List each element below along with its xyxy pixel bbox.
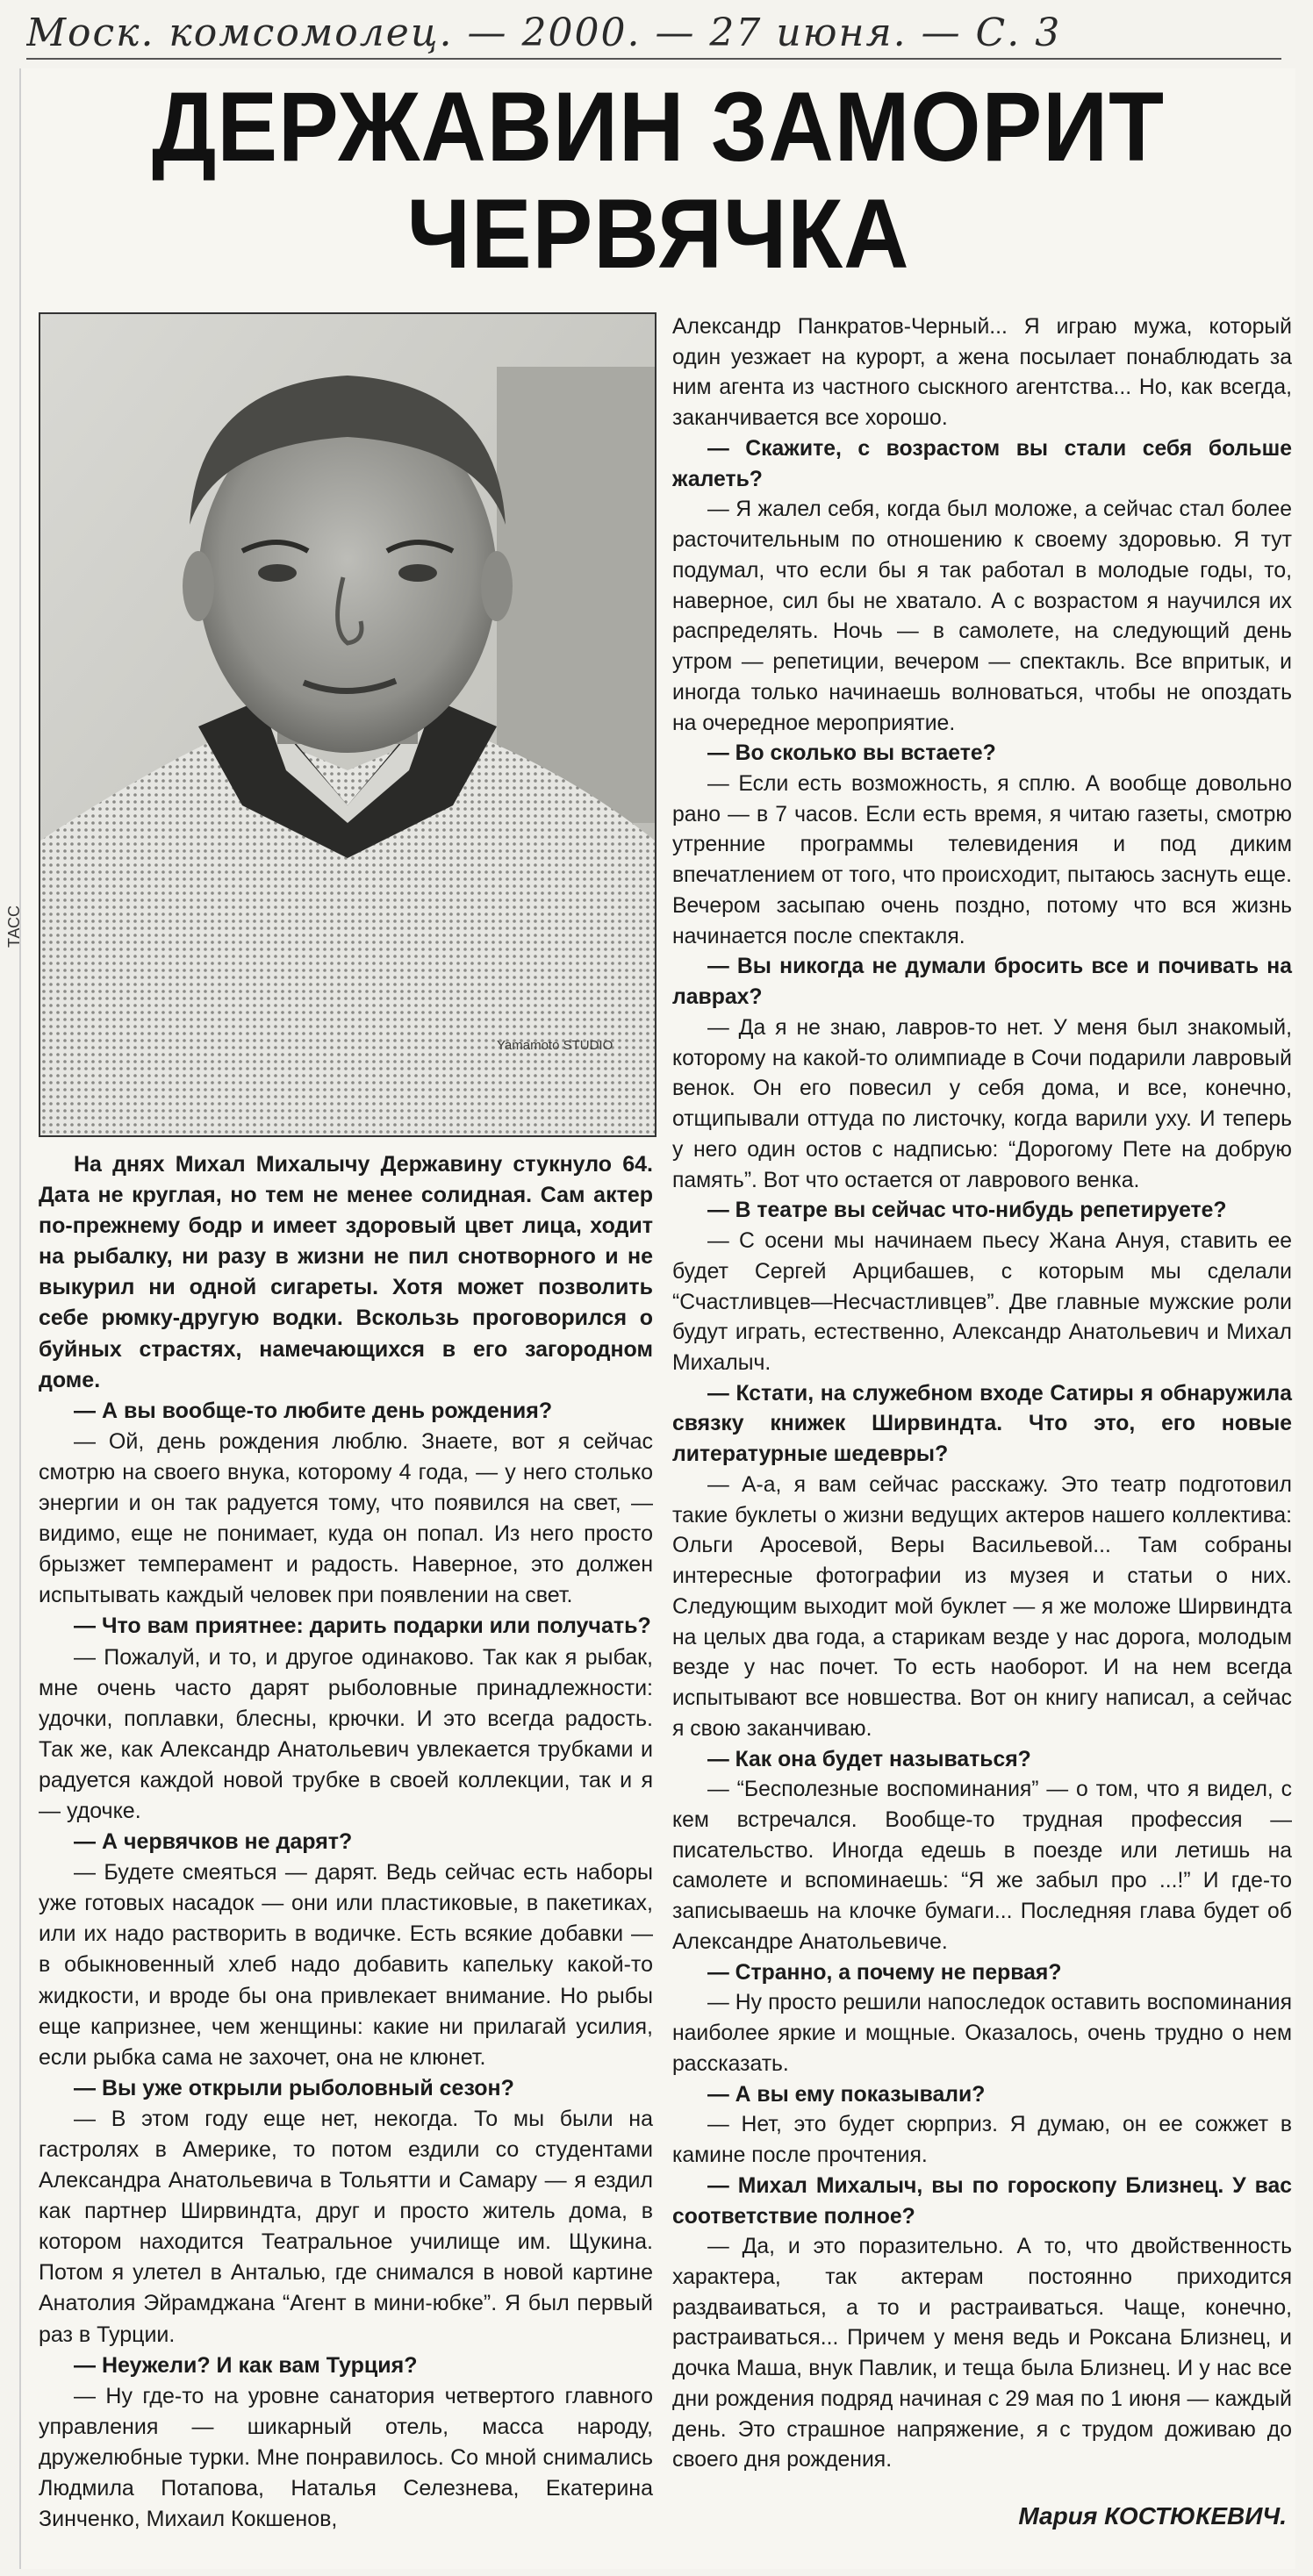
interview-answer: — А-а, я вам сейчас расскажу. Это театр подготовил такие буклеты о жизни ведущих актеров нашего коллектива: Ольги Аросевой, Веры Васильевой... Там собраны интересные фотографии из музея и статьи о них. Следующим выходит мой буклет — я же моложе Ширвиндта на целых два года, а старикам везде у нас дорога, молодым везде у нас почет. То есть наоборот. И на нем всегда испытывают все новшества. Вот он книгу написал, а сейчас я свою заканчиваю. — [672, 1472, 1292, 1741]
interview-question: — Во сколько вы встаете? — [707, 741, 996, 766]
headline-line-2: ЧЕРВЯЧКА — [406, 179, 910, 289]
interview-answer: — Да я не знаю, лавров-то нет. У меня был знакомый, которому на какой-то олимпиаде в Сочи подарили лавровый венок. Он его повесил у себя дома, и все, конечно, отщипывали оттуда по листочку, когда варили уху. И теперь у него один остов с надписью: “Дорогому Пете на добрую память”. Вот что остается от лаврового венка. — [672, 1015, 1292, 1192]
interview-question: — Что вам приятнее: дарить подарки или получать? — [74, 1614, 651, 1639]
headline — [85, 74, 1231, 288]
interview-question: — В театре вы сейчас что-нибудь репетируете? — [707, 1199, 1227, 1223]
interview-answer: — Если есть возможность, я сплю. А вообще довольно рано — в 7 часов. Если есть время, я читаю газеты, смотрю утренние программы телевидения и под диким впечатлением от того, что происходит, пытаюсь заснуть еще. Вечером засыпаю очень поздно, потому что вся жизнь начинается после спектакля. — [672, 772, 1292, 948]
interview-question: — Кстати, на служебном входе Сатиры я обнаружила связку книжек Ширвиндта. Что это, его новые литературные шедевры? — [672, 1381, 1292, 1467]
interview-question: — Как она будет называться? — [707, 1747, 1031, 1771]
interview-question: — Вы никогда не думали бросить все и почивать на лаврах? — [672, 955, 1292, 1010]
handwritten-source-note: Моск. комсомолец. — 2000. — 27 июня. — С. 3 — [26, 11, 1062, 55]
headline-line-1: ДЕРЖАВИН ЗАМОРИТ — [152, 72, 1165, 182]
interview-question: — Странно, а почему не первая? — [707, 1960, 1062, 1985]
interview-question: — А вы ему показывали? — [707, 2082, 986, 2107]
interview-answer: Александр Панкратов-Черный... Я играю мужа, который один уезжает на курорт, а жена посылает понаблюдать за ним агента из частного сыскного агентства... Но, как всегда, заканчивается все хорошо. — [672, 315, 1292, 431]
article-column-right — [672, 312, 1292, 2476]
shirt-logo: Yamamoto STUDIO — [497, 1038, 613, 1053]
portrait-photo — [39, 312, 656, 1137]
interview-answer: — Ой, день рождения люблю. Знаете, вот я сейчас смотрю на своего внука, которому 4 года, — у него столько энергии и он так радуется тому, что появился на свет, — видимо, еще не понимает, куда он попал. Из него просто брызжет темперамент и радость. Наверное, это должен испытывать каждый человек при появлении на свет. — [39, 1428, 653, 1608]
author-signature: Мария КОСТЮКЕВИЧ. — [1018, 2502, 1287, 2529]
interview-answer: — Я жалел себя, когда был моложе, а сейчас стал более расточительным по отношению к своему здоровью. Я тут подумал, что если бы я так работал в молодые годы, то, наверное, сил бы не хватало. А с возрастом я научился их распределять. Ночь — в самолете, на следующий день утром — репетиции, вечером — спектакль. Все впритык, и иногда только начинаешь волноваться, чтобы не опоздать на очередное мероприятие. — [672, 497, 1292, 735]
interview-answer: — Нет, это будет сюрприз. Я думаю, он ее сожжет в камине после прочтения. — [672, 2113, 1292, 2168]
portrait-photo-drawing — [40, 314, 655, 1135]
photo-credit: ТАСС — [5, 905, 23, 948]
interview-answer: — С осени мы начинаем пьесу Жана Ануя, ставить ее будет Сергей Арцибашев, с которым мы сделали “Счастливцев—Несчастливцев”. Две главные мужские роли будут играть, естественно, Александр Анатольевич и Михал Михалыч. — [672, 1229, 1292, 1375]
interview-answer: — Ну просто решили напоследок оставить воспоминания наиболее яркие и мощные. Оказалось, очень трудно о нем рассказать. — [672, 1991, 1292, 2076]
interview-answer: — “Бесполезные воспоминания” — о том, что я видел, с кем встречался. Вообще-то трудная профессия — писательство. Иногда едешь в поезде или летишь на самолете и вспоминаешь: “Я же забыл про ...!” И где-то записываешь на клочке бумаги... Последняя глава будет об Александре Анатольевиче. — [672, 1778, 1292, 1954]
interview-question: — Скажите, с возрастом вы стали себя больше жалеть? — [672, 436, 1292, 491]
interview-question: — А червячков не дарят? — [74, 1829, 353, 1855]
interview-answer: — Ну где-то на уровне санатория четвертого главного управления — шикарный отель, масса народу, дружелюбные турки. Мне понравилось. Со мной снимались Людмила Потапова, Наталья Селезнева, Екатерина Зинченко, Михаил Кокшенов, — [39, 2383, 653, 2532]
interview-question: — А вы вообще-то любите день рождения? — [74, 1398, 553, 1423]
article-column-left — [39, 1149, 653, 2535]
interview-answer: — Пожалуй, и то, и другое одинаково. Так как я рыбак, мне очень часто дарят рыболовные принадлежности: удочки, поплавки, блесны, крючки. И это всегда радость. Так же, как Александр Анатольевич увлекается трубками и радуется каждой новой трубке в своей коллекции, так и я — удочке. — [39, 1644, 653, 1823]
interview-answer: — В этом году еще нет, некогда. То мы были на гастролях в Америке, то потом ездили со студентами Александра Анатольевича в Тольятти и Самару — я ездил как партнер Ширвиндта, друг и просто житель дома, в котором находится Театральное училище им. Щукина. Потом я улетел в Анталью, где снимался в новой картине Анатолия Эйрамджана “Агент в мини-юбке”. Я был первый раз в Турции. — [39, 2106, 653, 2347]
interview-answer: — Будете смеяться — дарят. Ведь сейчас есть наборы уже готовых насадок — они или пластиковые, в пакетиках, или их надо растворить в водичке. Есть всякие добавки — в обыкновенный хлеб надо добавить капельку какой-то жидкости, и вроде бы она привлекает внимание. Но рыбы еще капризнее, чем женщины: какие ни прилагай усилия, если рыбка сама не захочет, она не клюнет. — [39, 1860, 653, 2070]
article-lead: На днях Михал Михалычу Державину стукнуло 64. Дата не круглая, но тем не менее солидная. Сам актер по-прежнему бодр и имеет здоровый цвет лица, ходит на рыбалку, ни разу в жизни не пил снотворного и не выкурил ни одной сигареты. Хотя может позволить себе рюмку-другую водки. Вскользь проговорился о буйных страстях, намечающихся в его загородном доме. — [39, 1152, 653, 1392]
interview-answer: — Да, и это поразительно. А то, что двойственность характера, так актерам постоянно приходится раздваиваться, а то и растраиваться. Чаще, конечно, растраиваться... Причем у меня ведь и Роксана Близнец, и дочка Маша, внук Павлик, и теща была Близнец. И у нас все дни рождения подряд начиная с 29 мая по 1 июня — каждый день. Это страшное напряжение, я с трудом доживаю до своего дня рождения. — [672, 2235, 1292, 2472]
interview-question: — Михал Михалыч, вы по гороскопу Близнец. У вас соответствие полное? — [672, 2173, 1292, 2229]
handwritten-underline — [26, 58, 1281, 60]
interview-question: — Неужели? И как вам Турция? — [74, 2352, 418, 2378]
interview-question: — Вы уже открыли рыболовный сезон? — [74, 2075, 514, 2100]
